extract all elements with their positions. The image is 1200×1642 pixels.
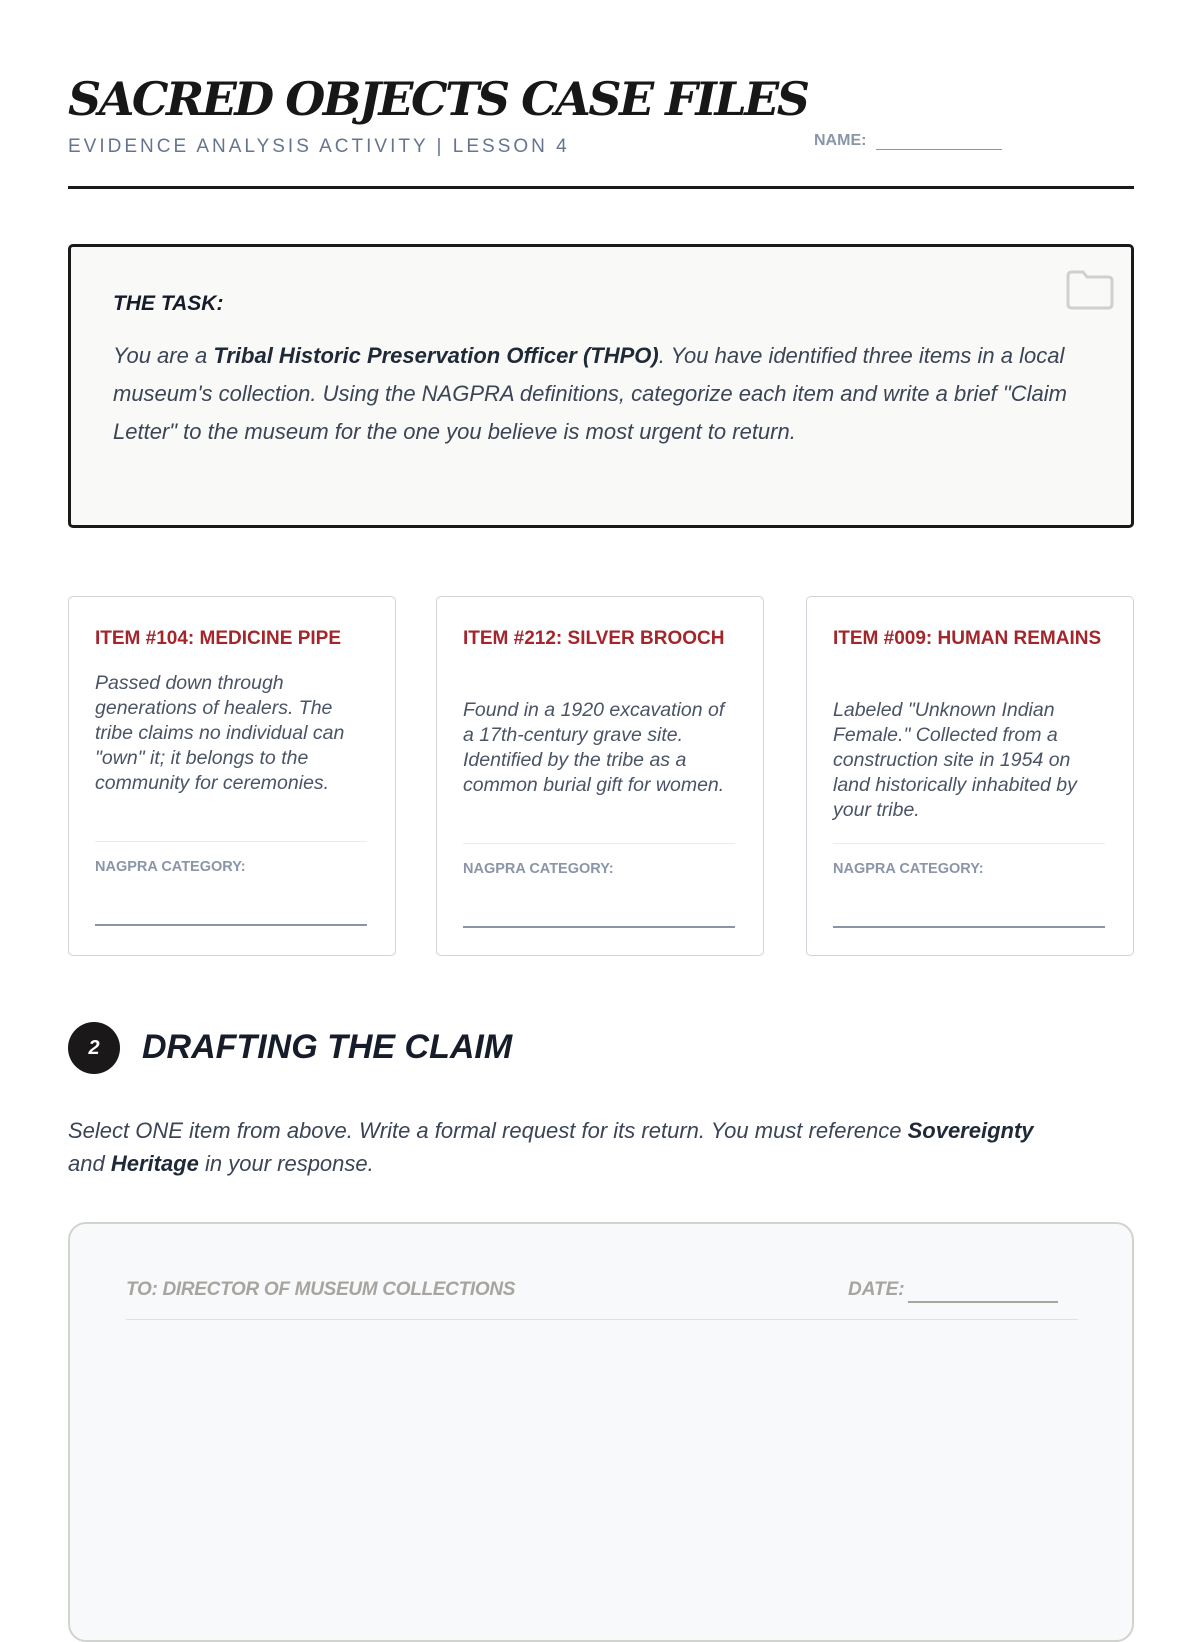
item-description: Labeled "Unknown Indian Female." Collected from a construction site in 1954 on land historically inhabited by your tribe.	[833, 699, 1077, 821]
page-subtitle: EVIDENCE ANALYSIS ACTIVITY | LESSON 4	[68, 136, 570, 157]
item-description: Passed down through generations of healers. The tribe claims no individual can "own" it; it belongs to the community for ceremonies.	[95, 672, 345, 794]
category-label: NAGPRA CATEGORY:	[833, 861, 984, 877]
name-field[interactable]	[876, 149, 1002, 150]
card-divider	[463, 843, 735, 844]
category-label: NAGPRA CATEGORY:	[463, 861, 614, 877]
date-label: DATE:	[848, 1279, 905, 1300]
item-card-104	[68, 596, 396, 956]
item-card-212	[436, 596, 764, 956]
letter-header-divider	[126, 1319, 1078, 1320]
task-box	[68, 244, 1134, 528]
card-divider	[833, 843, 1105, 844]
letter-recipient: TO: DIRECTOR OF MUSEUM COLLECTIONS	[126, 1279, 516, 1300]
name-label: NAME:	[814, 132, 867, 149]
item-card-009	[806, 596, 1134, 956]
item-title: ITEM #009: HUMAN REMAINS	[833, 628, 1102, 649]
task-description: You are a Tribal Historic Preservation Officer (THPO). You have identified three items in a local museum's collection. Using the NAGPRA definitions, categorize each item and write a brief "Claim Letter" to the museum for the one you believe is most urgent to return.	[113, 343, 1067, 444]
date-field[interactable]	[908, 1301, 1058, 1303]
claim-letter-area[interactable]	[68, 1222, 1134, 1642]
header-divider	[68, 186, 1134, 189]
task-label: THE TASK:	[113, 292, 224, 315]
category-label: NAGPRA CATEGORY:	[95, 859, 246, 875]
item-description: Found in a 1920 excavation of a 17th-century grave site. Identified by the tribe as a common burial gift for women.	[463, 699, 725, 796]
category-answer-field[interactable]	[95, 924, 367, 926]
card-divider	[95, 841, 367, 842]
worksheet-page	[68, 0, 1134, 1600]
category-answer-field[interactable]	[463, 926, 735, 928]
category-answer-field[interactable]	[833, 926, 1105, 928]
folder-icon	[1065, 267, 1115, 311]
section-number-badge: 2	[68, 1022, 120, 1074]
role-name: Tribal Historic Preservation Officer (THPO)	[213, 343, 659, 368]
item-title: ITEM #212: SILVER BROOCH	[463, 628, 725, 649]
section-instructions: Select ONE item from above. Write a formal request for its return. You must reference Sovereignty and Heritage in your response.	[68, 1118, 1034, 1176]
section-title: DRAFTING THE CLAIM	[142, 1028, 513, 1066]
item-title: ITEM #104: MEDICINE PIPE	[95, 628, 342, 649]
page-title: SACRED OBJECTS CASE FILES	[68, 72, 808, 126]
